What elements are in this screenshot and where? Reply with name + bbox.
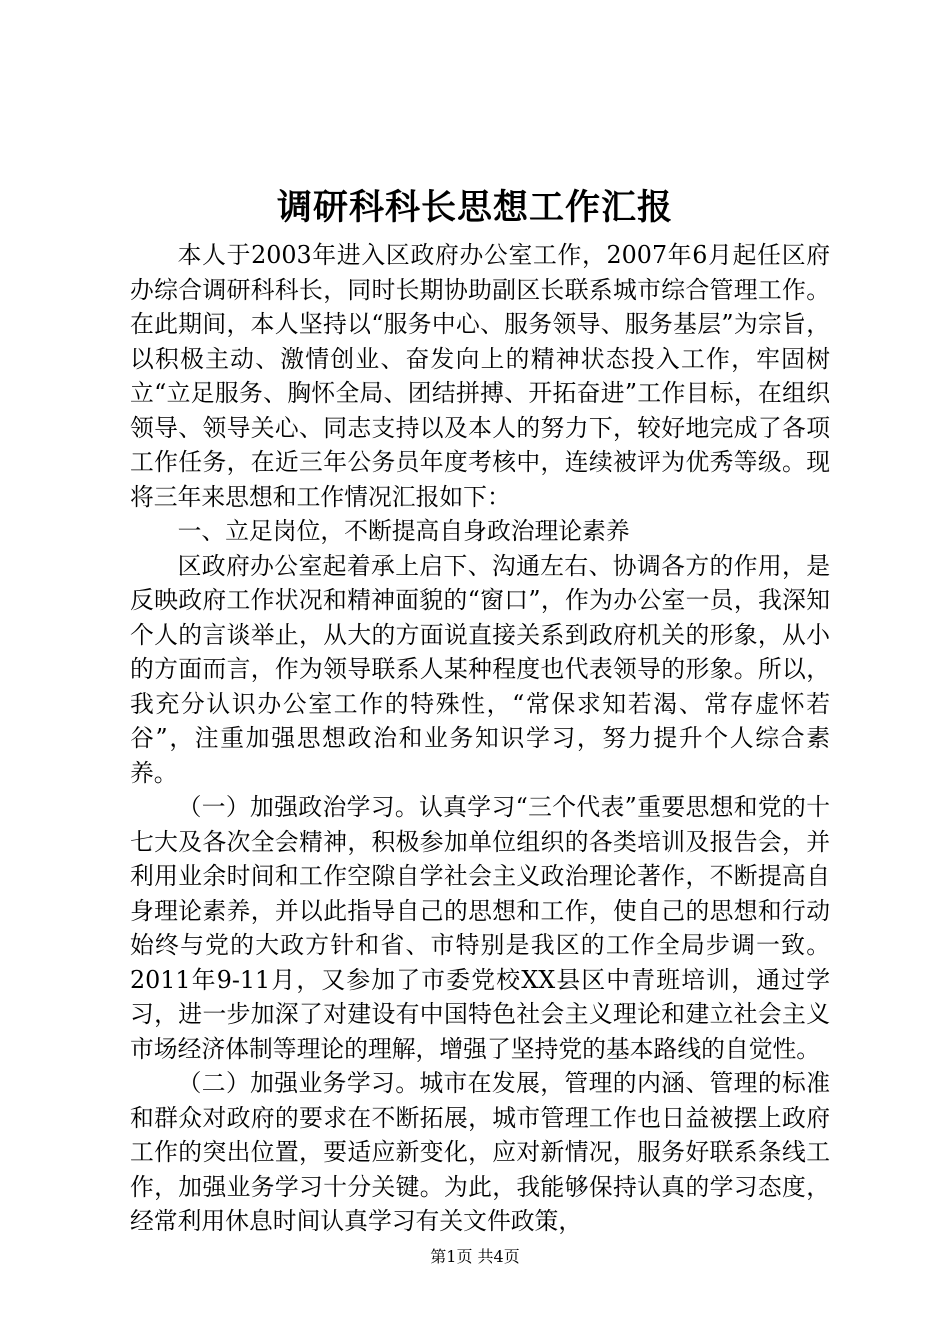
paragraph-political-study: （一）加强政治学习。认真学习“三个代表”重要思想和党的十七大及各次全会精神，积极参加单位组织的各类培训及报告会，并利用业余时间和工作空隙自学社会主义政治理论著作，不断提高自身理论素养，并以此指导自己的思想和工作，使自己的思想和行动始终与党的大政方针和省、市特别是我区的工作全局步调一致。2011年9-11月，又参加了市委党校XX县区中青班培训，通过学习，进一步加深了对建设有中国特色社会主义理论和建立社会主义市场经济体制等理论的理解，增强了坚持党的基本路线的自觉性。 [130, 793, 830, 1063]
document-body [130, 238, 830, 1239]
section-heading-1: 一、立足岗位，不断提高自身政治理论素养 [177, 517, 630, 545]
paragraph-office-role: 区政府办公室起着承上启下、沟通左右、协调各方的作用，是反映政府工作状况和精神面貌的“窗口”，作为办公室一员，我深知个人的言谈举止，从大的方面说直接关系到政府机关的形象，从小的方面而言，作为领导联系人某种程度也代表领导的形象。所以，我充分认识办公室工作的特殊性，“常保求知若渴、常存虚怀若谷”，注重加强思想政治和业务知识学习，努力提升个人综合素养。 [130, 551, 830, 787]
document-title: 调研科科长思想工作汇报 [276, 187, 673, 228]
paragraph-intro: 本人于2003年进入区政府办公室工作，2007年6月起任区府办综合调研科科长，同时长期协助副区长联系城市综合管理工作。在此期间，本人坚持以“服务中心、服务领导、服务基层”为宗旨，以积极主动、激情创业、奋发向上的精神状态投入工作，牢固树立“立足服务、胸怀全局、团结拼搏、开拓奋进”工作目标，在组织领导、领导关心、同志支持以及本人的努力下，较好地完成了各项工作任务，在近三年公务员年度考核中，连续被评为优秀等级。现将三年来思想和工作情况汇报如下： [130, 241, 830, 511]
page-footer: 第1页 共4页 [430, 1247, 520, 1266]
paragraph-business-study: （二）加强业务学习。城市在发展，管理的内涵、管理的标准和群众对政府的要求在不断拓展，城市管理工作也日益被摆上政府工作的突出位置，要适应新变化，应对新情况，服务好联系条线工作，加强业务学习十分关键。为此，我能够保持认真的学习态度，经常利用休息时间认真学习有关文件政策， [130, 1069, 830, 1235]
